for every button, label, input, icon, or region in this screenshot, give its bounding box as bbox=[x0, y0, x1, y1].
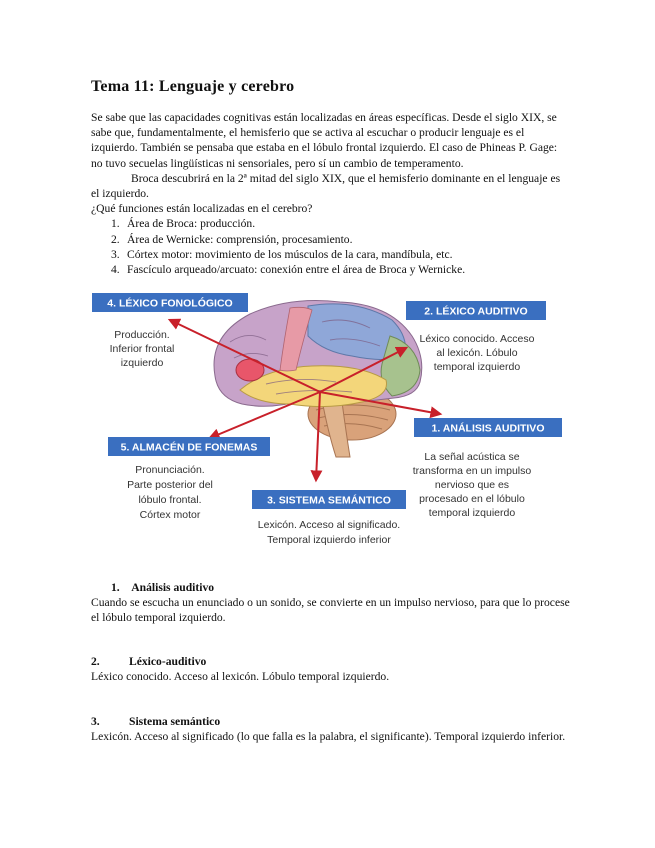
box-1-title: 1. ANÁLISIS AUDITIVO bbox=[431, 422, 545, 435]
section-body: Léxico conocido. Acceso al lexicón. Lóbulo temporal izquierdo. bbox=[91, 670, 390, 684]
section-heading: 1. Análisis auditivo bbox=[111, 581, 215, 594]
list-item: 1. Área de Broca: producción. bbox=[111, 217, 256, 231]
section-heading: 3. Sistema semántico bbox=[91, 715, 221, 728]
box-3-line: Temporal izquierdo inferior bbox=[267, 534, 391, 546]
box-3-line: Lexicón. Acceso al significado. bbox=[257, 519, 401, 531]
intro-text bbox=[91, 110, 571, 277]
box-1-line: La señal acústica se bbox=[424, 451, 520, 463]
functions-list bbox=[91, 216, 571, 277]
box-5-line: Pronunciación. bbox=[135, 464, 205, 476]
section-body: Lexicón. Acceso al significado (lo que falla es la palabra, el significante). Temporal izquierdo inferior. bbox=[91, 730, 566, 744]
box-lexico-auditivo bbox=[406, 301, 546, 373]
box-sistema-semantico bbox=[252, 490, 406, 546]
box-3-title: 3. SISTEMA SEMÁNTICO bbox=[267, 494, 391, 507]
section-sistema-semantico bbox=[91, 714, 571, 744]
list-item: 4. Fascículo arqueado/arcuato: conexión entre el área de Broca y Wernicke. bbox=[111, 263, 466, 277]
functions-question: ¿Qué funciones están localizadas en el cerebro? bbox=[91, 202, 313, 216]
box-5-line: Parte posterior del bbox=[127, 479, 213, 491]
brain-language-diagram bbox=[90, 292, 565, 554]
box-2-title: 2. LÉXICO AUDITIVO bbox=[424, 305, 528, 318]
page-title: Tema 11: Lenguaje y cerebro bbox=[91, 78, 295, 95]
box-4-line: Inferior frontal bbox=[109, 343, 175, 355]
box-4-title: 4. LÉXICO FONOLÓGICO bbox=[107, 297, 233, 310]
intro-paragraph-1: Se sabe que las capacidades cognitivas están localizadas en áreas específicas. Desde el siglo XIX, se sabe que, fundamentalmente, el hemisferio que se activa al escuchar o producir lenguaje es el izquierdo. También se pensaba que estaba en el lóbulo frontal izquierdo. El caso de Phineas P. Gage: no tuvo secuelas lingüísticas ni sensoriales, pero sí un cambio de temperamento. bbox=[91, 111, 558, 170]
box-2-line: temporal izquierdo bbox=[433, 361, 521, 373]
section-lexico-auditivo bbox=[91, 654, 571, 684]
box-1-line: procesado en el lóbulo bbox=[419, 493, 525, 505]
box-5-title: 5. ALMACÉN DE FONEMAS bbox=[120, 441, 258, 454]
box-1-line: temporal izquierdo bbox=[428, 507, 516, 519]
box-4-line: Producción. bbox=[114, 329, 170, 341]
list-item: 2. Área de Wernicke: comprensión, procesamiento. bbox=[111, 232, 353, 246]
box-almacen-de-fonemas bbox=[108, 437, 270, 521]
box-2-line: Léxico conocido. Acceso bbox=[419, 333, 535, 345]
section-body: Cuando se escucha un enunciado o un sonido, se convierte en un impulso nervioso, para que lo procese el lóbulo temporal izquierdo. bbox=[91, 596, 570, 625]
box-5-line: Córtex motor bbox=[139, 509, 201, 521]
section-analisis-auditivo bbox=[91, 580, 571, 626]
list-item: 3. Córtex motor: movimiento de los músculos de la cara, mandíbula, etc. bbox=[111, 247, 453, 261]
box-1-line: nervioso que es bbox=[434, 479, 510, 491]
intro-paragraph-2: Broca descubrirá en la 2ª mitad del siglo XIX, que el hemisferio dominante en el lenguaje es el izquierdo. bbox=[91, 171, 561, 201]
box-analisis-auditivo bbox=[413, 418, 562, 519]
box-1-line: transforma en un impulso bbox=[412, 465, 532, 477]
box-4-line: izquierdo bbox=[120, 357, 164, 369]
box-5-line: lóbulo frontal. bbox=[138, 494, 202, 506]
section-heading: 2. Léxico-auditivo bbox=[91, 655, 207, 668]
box-2-line: al lexicón. Lóbulo bbox=[436, 347, 518, 359]
